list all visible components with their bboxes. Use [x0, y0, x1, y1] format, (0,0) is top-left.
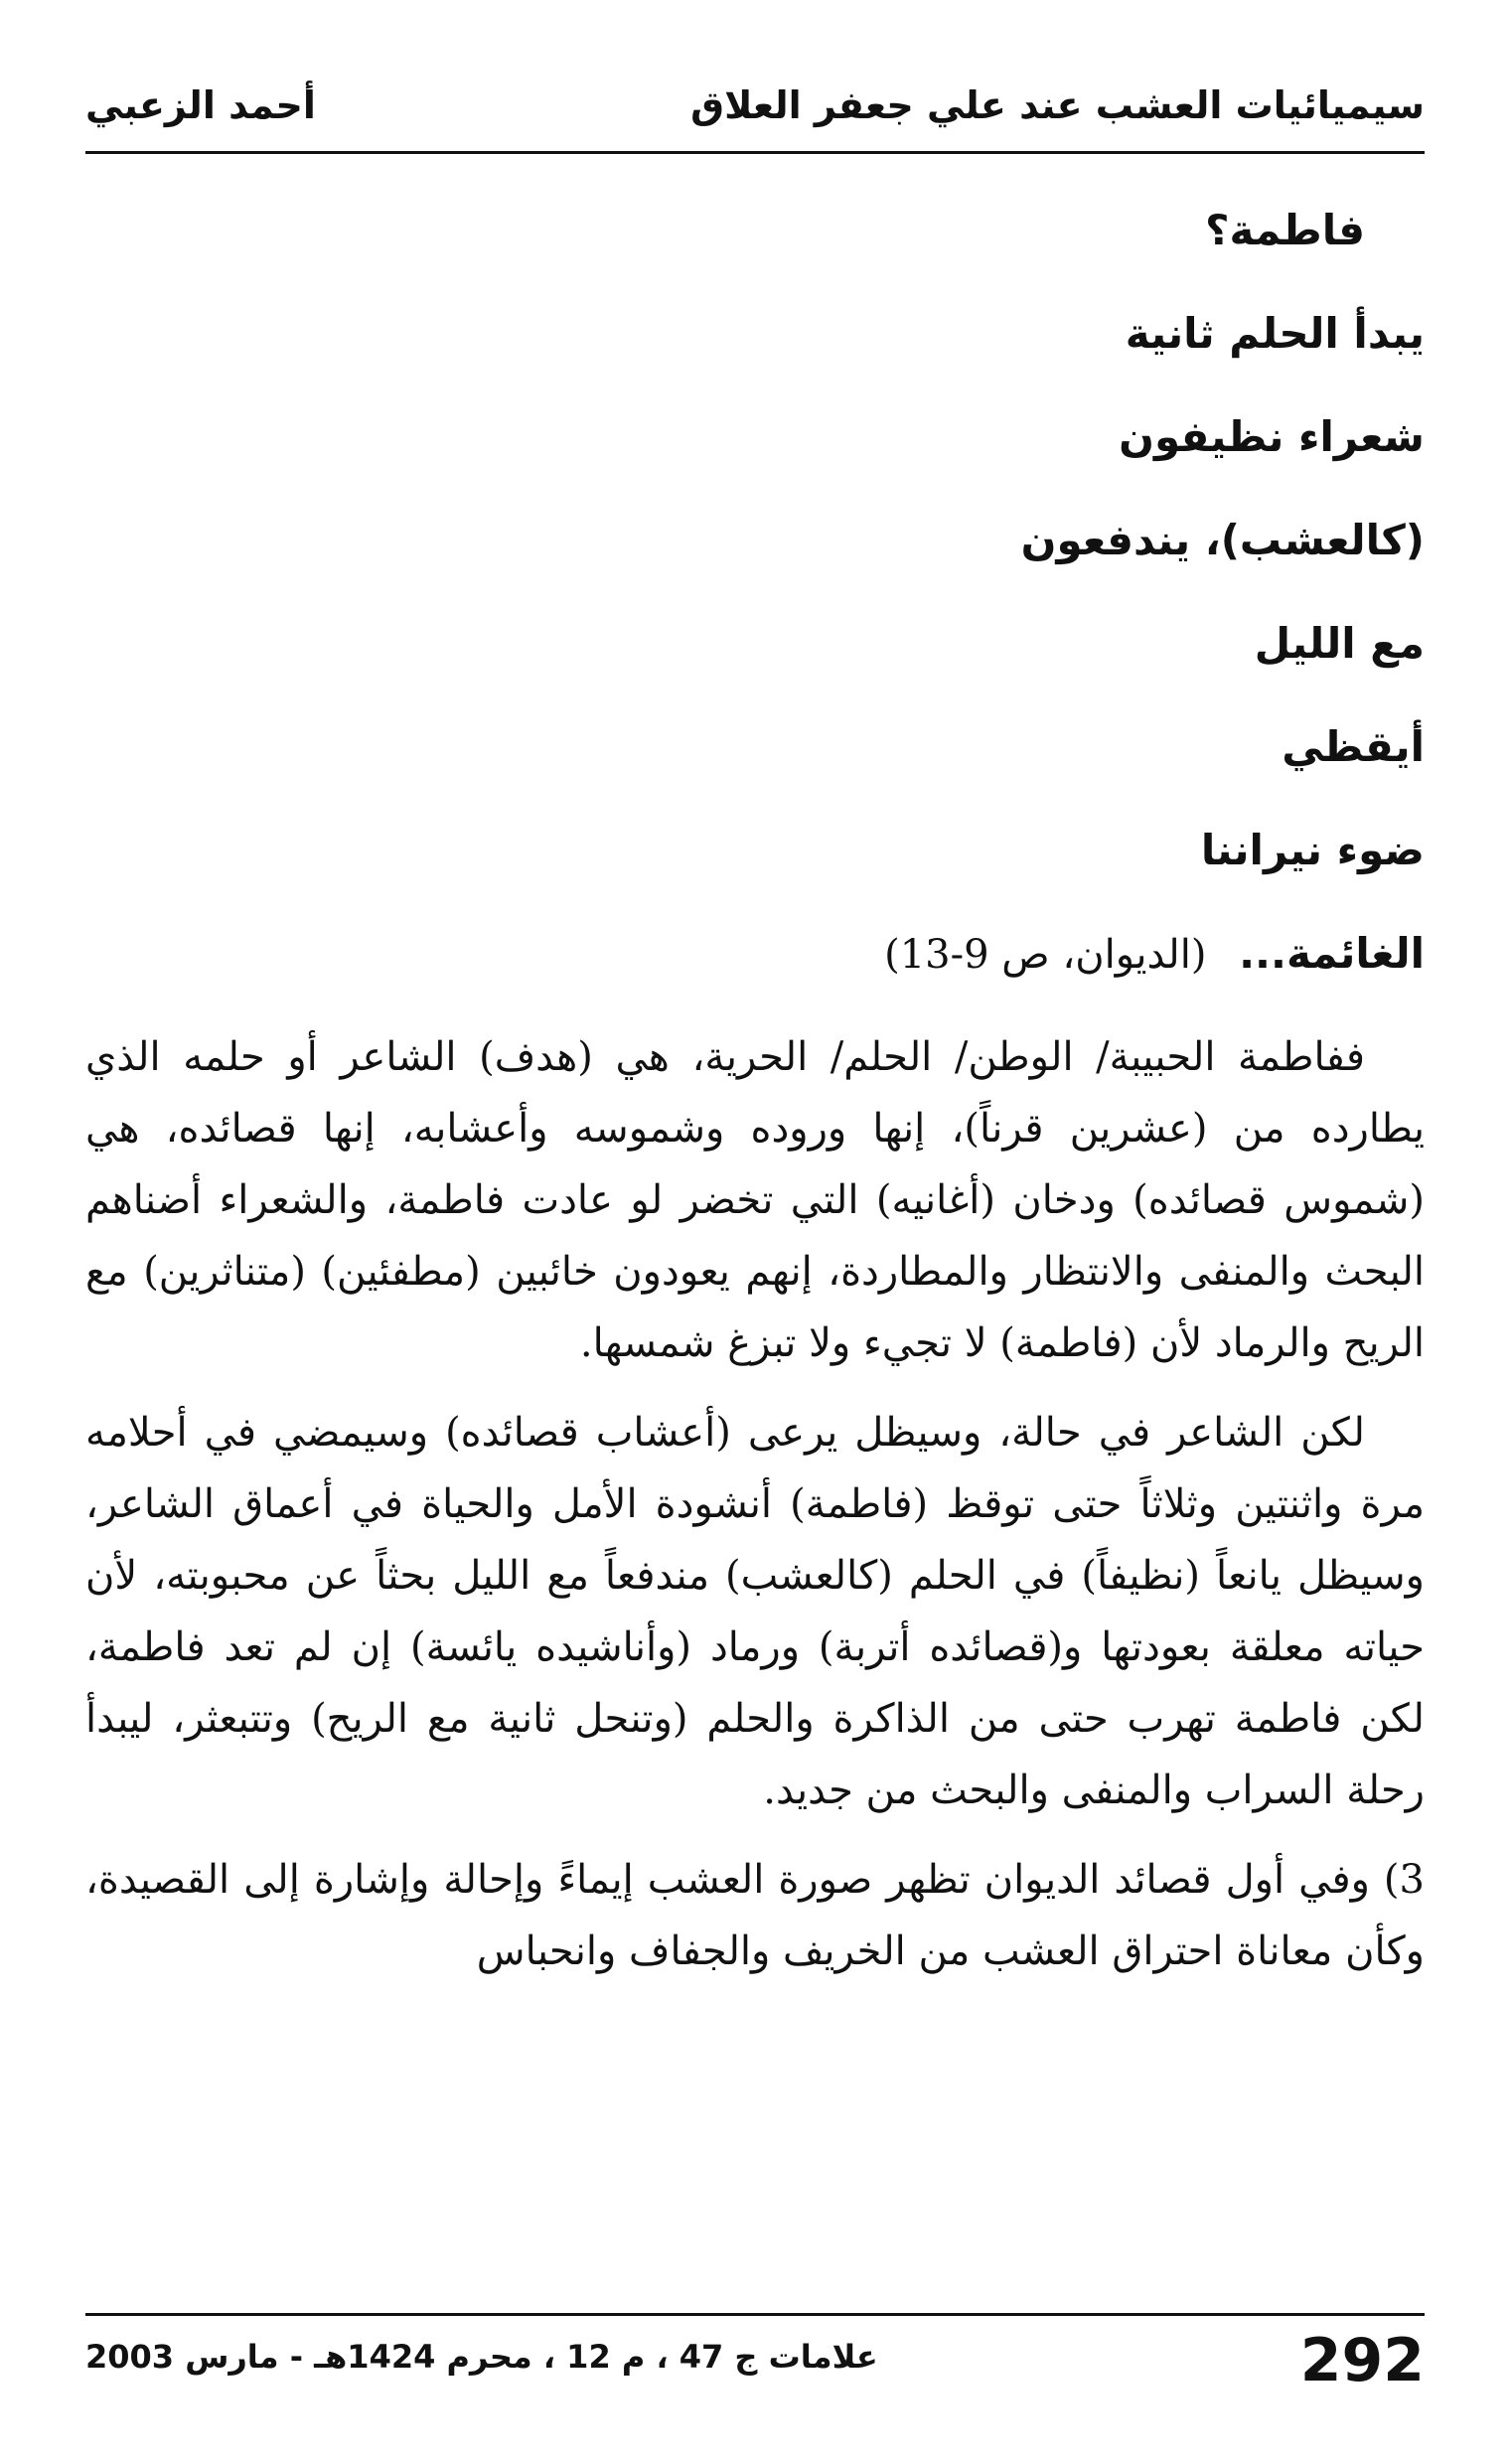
journal-citation: علامات ج 47 ، م 12 ، محرم 1424هـ - مارس 2003: [85, 2338, 878, 2376]
body-paragraph: 3) وفي أول قصائد الديوان تظهر صورة العشب إيماءً وإحالة وإشارة إلى القصيدة، وكأن معاناة احتراق العشب من الخريف والجفاف وانحباس: [85, 1857, 1425, 1974]
poem-line: أيقظي: [1282, 722, 1425, 771]
body-paragraph: لكن الشاعر في حالة، وسيظل يرعى (أعشاب قصائده) وسيمضي في أحلامه مرة واثنتين وثلاثاً حتى توقظ (فاطمة) أنشودة الأمل والحياة في أعماق الشاعر، وسيظل يانعاً (نظيفاً) في الحلم (كالعشب) مندفعاً مع الليل بحثاً عن محبوبته، لأن حياته معلقة بعودتها و(قصائده أتربة) ورماد (وأناشيده يائسة) إن لم تعد فاطمة، لكن فاطمة تهرب حتى من الذاكرة والحلم (وتنحل ثانية مع الريح) وتتبعثر، ليبدأ رحلة السراب والمنفى والبحث من جديد.: [85, 1410, 1425, 1813]
poem-line: الغائمة...: [1239, 929, 1425, 978]
page-content: [85, 179, 1425, 2226]
poem-line: شعراء نظيفون: [1119, 412, 1425, 461]
poem-line: يبدأ الحلم ثانية: [1125, 309, 1425, 358]
poem-quote: [85, 179, 1425, 1005]
body-paragraph: ففاطمة الحبيبة/ الوطن/ الحلم/ الحرية، هي (هدف) الشاعر أو حلمه الذي يطارده من (عشرين قرناً)، إنها وروده وشموسه وأعشابه، إنها قصائده، هي (شموس قصائده) ودخان (أغانيه) التي تخضر لو عادت فاطمة، والشعراء أضناهم البحث والمنفى والانتظار والمطاردة، إنهم يعودون خائبين (مطفئين) (متناثرين) مع الريح والرماد لأن (فاطمة) لا تجيء ولا تبزغ شمسها.: [85, 1034, 1425, 1366]
poem-line: مع الليل: [1254, 619, 1425, 668]
poem-line: (كالعشب)، يندفعون: [1020, 516, 1425, 564]
poem-line: فاطمة؟: [1205, 206, 1365, 254]
running-author: أحمد الزعبي: [85, 83, 316, 127]
page-number: 292: [1299, 2326, 1425, 2395]
running-header: [85, 62, 1425, 154]
poem-citation: (الديوان، ص 9-13): [884, 932, 1207, 978]
page-footer: [85, 2313, 1425, 2415]
poem-line-with-citation: [85, 902, 1425, 1005]
running-title: سيميائيات العشب عند علي جعفر العلاق: [690, 83, 1425, 127]
poem-line: ضوء نيراننا: [1200, 826, 1425, 874]
